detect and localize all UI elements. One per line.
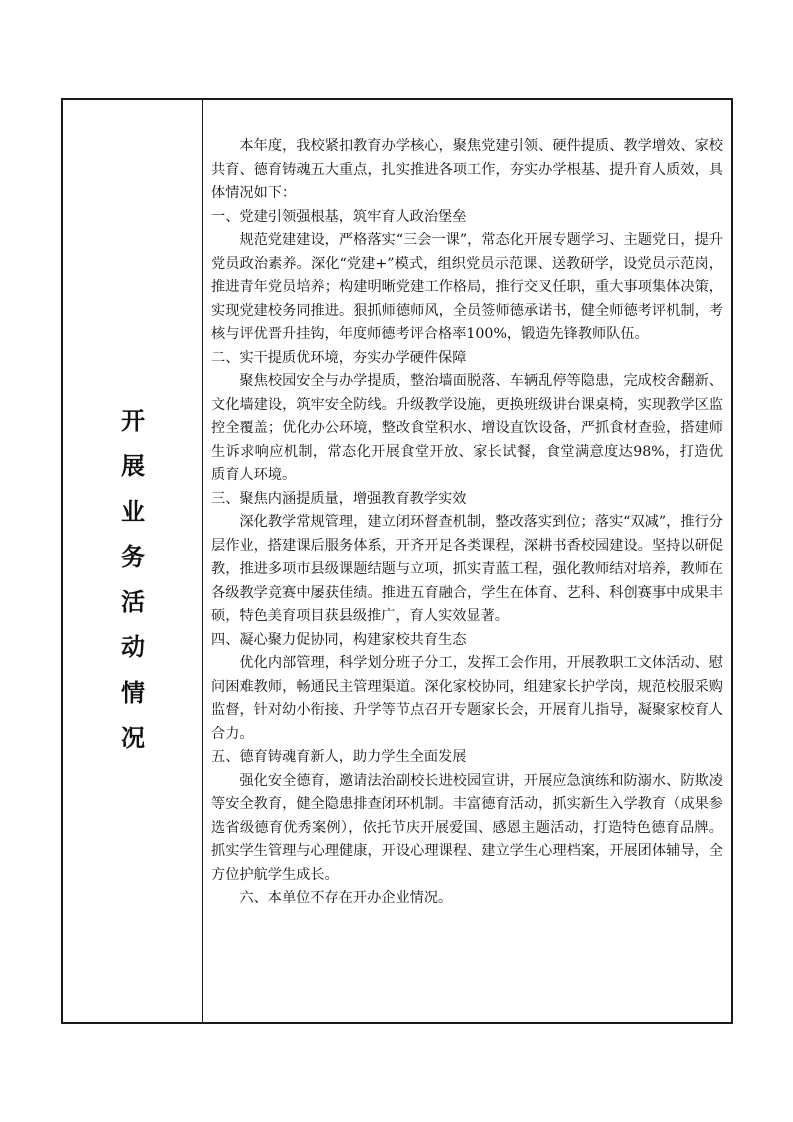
report-content xyxy=(211,135,723,911)
body-paragraph: 优化内部管理，科学划分班子分工，发挥工会作用，开展教职工文体活动、慰问困难教师，畅通民主管理渠道。深化家校协同，组建家长护学岗，规范校服采购监督，针对幼小衔接、升学等节点召开专题家长会，开展育儿指导，凝聚家校育人合力。 xyxy=(211,655,723,742)
body-paragraph: 规范党建建设，严格落实“三会一课”，常态化开展专题学习、主题党日，提升党员政治素养。深化“党建+”模式，组织党员示范课、送教研学，设党员示范岗，推进青年党员培养；构建明晰党建工作格局，推行交叉任职，重大事项集体决策，实现党建校务同推进。狠抓师德师风，全员签师德承诺书，健全师德考评机制，考核与评优晋升挂钩，年度师德考评合格率100%，锻造先锋教师队伍。 xyxy=(211,232,723,342)
body-paragraph: 本年度，我校紧扣教育办学核心，聚焦党建引领、硬件提质、教学增效、家校共育、德育铸魂五大重点，扎实推进各项工作，夯实办学根基、提升育人质效，具体情况如下： xyxy=(211,138,723,201)
section-heading: 二、实干提质优环境，夯实办学硬件保障 xyxy=(211,349,467,366)
section-heading: 三、聚焦内涵提质量，增强教育教学实效 xyxy=(211,490,467,507)
form-table xyxy=(61,98,733,1024)
section-heading: 五、德育铸魂育新人，助力学生全面发展 xyxy=(211,749,467,765)
column-divider xyxy=(202,100,203,1022)
section-label-cell xyxy=(63,100,202,1022)
section-heading: 一、党建引领强根基，筑牢育人政治堡垒 xyxy=(211,208,467,225)
section-label: 开展业务活动情况 xyxy=(121,406,145,753)
body-paragraph: 强化安全德育，邀请法治副校长进校园宣讲，开展应急演练和防溺水、防欺凌等安全教育，健全隐患排查闭环机制。丰富德育活动，抓实新生入学教育（成果参选省级德育优秀案例），依托节庆开展爱国、感恩主题活动，打造特色德育品牌。抓实学生管理与心理健康，开设心理课程、建立学生心理档案，开展团体辅导，全方位护航学生成长。 xyxy=(211,772,723,883)
body-paragraph: 深化教学常规管理，建立闭环督查机制，整改落实到位；落实“双减”，推行分层作业，搭建课后服务体系，开齐开足各类课程，深耕书香校园建设。坚持以研促教，推进多项市县级课题结题与立项，抓实青蓝工程，强化教师结对培养，教师在各级教学竞赛中屡获佳绩。推进五育融合，学生在体育、艺科、科创赛事中成果丰硕，特色美育项目获县级推广，育人实效显著。 xyxy=(211,514,723,624)
body-paragraph: 六、本单位不存在开办企业情况。 xyxy=(239,890,453,906)
body-paragraph: 聚焦校园安全与办学提质，整治墙面脱落、车辆乱停等隐患，完成校舍翻新、文化墙建设，筑牢安全防线。升级教学设施，更换班级讲台课桌椅，实现教学区监控全覆盖；优化办公环境，整改食堂积水、增设直饮设备，严抓食材查验，搭建师生诉求响应机制，常态化开展食堂开放、家长试餐，食堂满意度达98%，打造优质育人环境。 xyxy=(211,373,723,483)
section-heading: 四、凝心聚力促协同，构建家校共育生态 xyxy=(211,631,467,648)
